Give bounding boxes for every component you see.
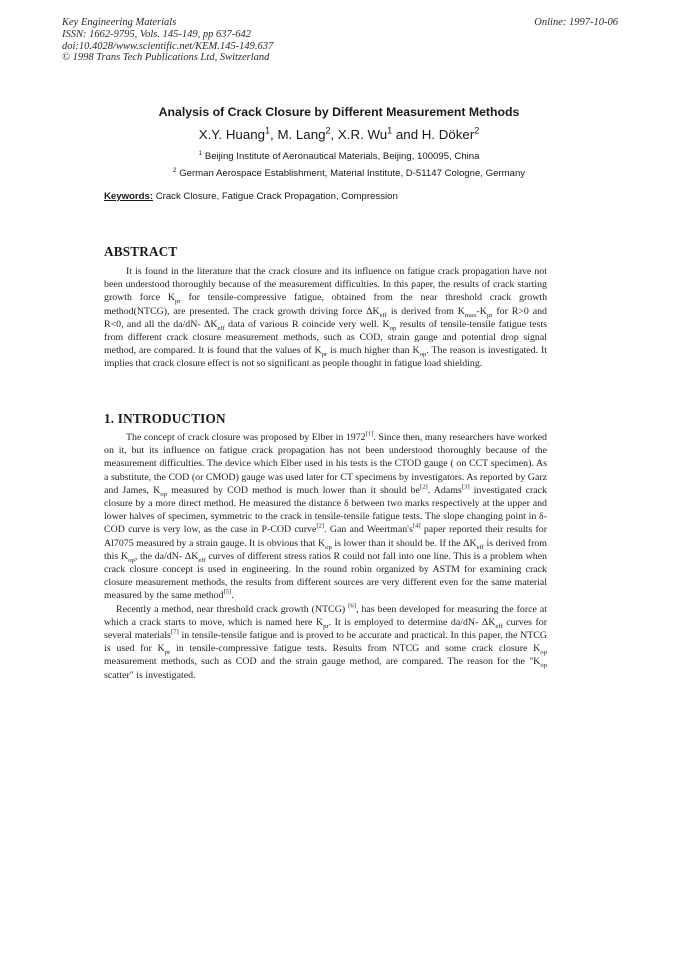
introduction-heading: 1. INTRODUCTION [104, 411, 226, 426]
copyright-line: © 1998 Trans Tech Publications Ltd, Switzerland [62, 52, 270, 64]
affiliation-2 [10, 168, 678, 179]
author-affil-mark: 2 [325, 125, 331, 136]
introduction-paragraph-2: Recently a method, near threshold crack growth (NTCG) [6], has been developed for measuring the force at which a crack starts to move, which is named here $K_{pr}$. It is employed to determine da/dN- $\Delta K_{eff}$ curves for several materials[7] in tensile-tensile fatigue and is proved to be accurate and practical. In this paper, the NTCG is used for $K_{pr}$ in tensile-compressive fatigue tests. Results from NTCG and some crack closure $K_{op}$ measurement methods, such as COD and the strain gauge method, are compared. The reason for the "$K_{op}$ scatter" is investigated. [104, 602, 547, 681]
author-separator: , [270, 127, 278, 142]
author-name: H. Döker [421, 127, 475, 142]
author-affil-mark: 1 [265, 125, 271, 136]
journal-name: Key Engineering Materials [62, 17, 177, 28]
affiliation-text: Beijing Institute of Aeronautical Materials, Beijing, 100095, China [204, 151, 480, 162]
abstract-paragraph: It is found in the literature that the crack closure and its influence on fatigue crack propagation have not been understood thoroughly because of the measurement difficulties. In this paper, the results of crack starting growth force $K_{pr}$ for tensile-compressive fatigue, obtained from the near threshold crack growth method(NTCG), are presented. The crack growth driving force $\Delta K_{eff}$ is derived from $K_{max}-K_{pr}$ for R>0 and R<0, and all the da/dN- $\Delta K_{eff}$ data of various R coincide very well. $K_{op}$ results of tensile-tensile fatigue tests from different crack closure measurement methods, such as COD, strain gauge and potential drop signal method, are compared. It is found that the values of $K_{pr}$ is much higher than $K_{op}$. The reason is investigated. It implies that crack closure effect is not so significant as people thought in fatigue load shielding. [104, 266, 548, 370]
keywords [104, 191, 398, 202]
affiliation-text: German Aerospace Establishment, Material Institute, D-51147 Cologne, Germany [179, 168, 526, 179]
abstract-body [104, 265, 547, 371]
scan-mark: · [547, 440, 550, 449]
citation: [5] [223, 589, 232, 597]
issn-line: ISSN: 1662-9795, Vols. 145-149, pp 637-642 [62, 28, 251, 40]
author-name: M. Lang [277, 127, 326, 142]
affiliation-mark: 2 [172, 166, 177, 174]
affiliation-mark: 1 [198, 149, 203, 157]
author-separator: , [330, 127, 338, 142]
citation: [2] [419, 483, 428, 491]
affiliation-1 [0, 151, 678, 162]
keywords-text: Crack Closure, Fatigue Crack Propagation, Compression [155, 191, 398, 202]
author-and: and [392, 127, 422, 142]
author-list [0, 127, 678, 142]
citation: [7] [170, 628, 179, 636]
citation: [3] [461, 483, 470, 491]
author-name: X.R. Wu [337, 127, 388, 142]
citation: [2] [316, 523, 325, 531]
abstract-heading: ABSTRACT [104, 244, 178, 259]
paper-title: Analysis of Crack Closure by Different Measurement Methods [158, 105, 520, 119]
citation: [1] [365, 430, 374, 438]
author-affil-mark: 2 [474, 125, 480, 136]
author-affil-mark: 1 [387, 125, 393, 136]
author-name: X.Y. Huang [198, 127, 266, 142]
introduction-paragraph-1: The concept of crack closure was proposed by Elber in 1972[1]. Since then, many researchers have worked on it, but its influence on fatigue crack propagation has not been understood thoroughly because of the measurement difficulties. The device which Elber used in his tests is the CTOD gauge ( on CCT specimen). As a substitute, the COD (or CMOD) gauge was used later for CT specimens by investigators. As reported by Garz and James, $K_{op}$ measured by COD method is much lower than it should be[2]. Adams[3] investigated crack closure by a more direct method. He measured the distance δ between two marks respectively at the upper and lower halves of specimen, symmetric to the crack in tensile-tensile fatigue tests. The slope changing point in δ-COD curve is very low, as the case in P-COD curve[2]. Gan and Weertman's[4] paper reported their results for Al7075 measured by a strain gauge. It is obvious that $K_{op}$ is lower than it should be. If the $\Delta K_{eff}$ is derived from this $K_{op}$, the da/dN- $\Delta K_{eff}$ curves of different stress ratios R could not fall into one line. This is a problem when crack closure concept is used in engineering. In the round robin organized by ASTM for examining crack closure measurement methods, the results from different sources are very different even for the same material measured by the same method[5]. [104, 430, 547, 602]
journal-header [62, 17, 618, 64]
keywords-label: Keywords: [104, 191, 154, 202]
online-date: Online: 1997-10-06 [534, 17, 618, 28]
doi-line[interactable]: doi:10.4028/www.scientific.net/KEM.145-149.637 [62, 40, 274, 52]
citation: [6] [348, 602, 356, 610]
introduction-body [104, 431, 547, 682]
citation: [4] [412, 523, 421, 531]
